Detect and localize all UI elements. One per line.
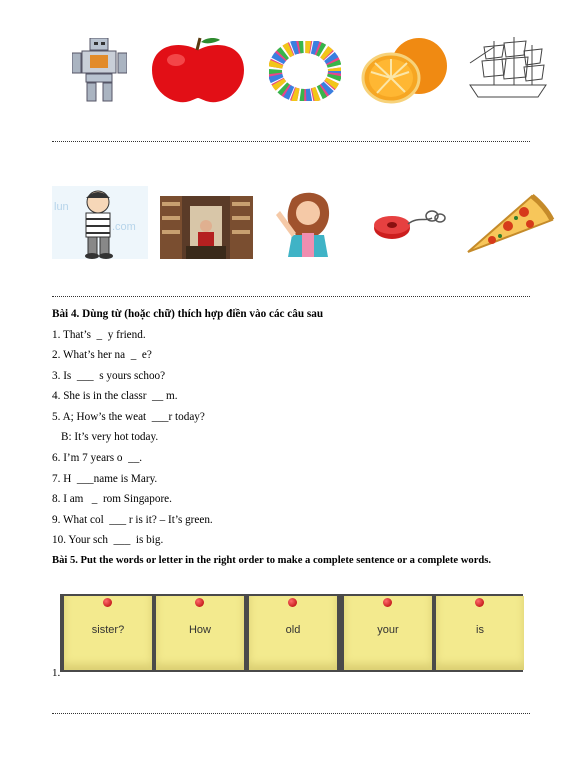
exercise-item-6: 6. I’m 7 years o __. (52, 452, 143, 464)
word-card (436, 596, 524, 670)
boy-picture (52, 186, 148, 259)
pin-icon (195, 598, 204, 607)
word-card-text: sister? (91, 624, 125, 636)
exercise-item-5b: B: It’s very hot today. (61, 431, 159, 443)
library-picture (160, 196, 253, 259)
exercise-item-5a: 5. A; How’s the weat ___r today? (52, 411, 205, 423)
word-card (156, 596, 244, 670)
word-card (344, 596, 432, 670)
exercise-item-1: 1. That’s _ y friend. (52, 329, 146, 341)
ring-picture (269, 41, 341, 101)
word-card-text: your (377, 624, 399, 636)
yoyo-picture (362, 192, 454, 256)
word-card (249, 596, 337, 670)
svg-text:.com: .com (112, 221, 136, 233)
svg-text:lun: lun (54, 201, 69, 213)
pin-icon (103, 598, 112, 607)
ship-picture (466, 33, 554, 103)
pizza-picture (464, 194, 556, 256)
exercise-item-3: 3. Is ___ s yours schoo? (52, 370, 166, 382)
apple-picture (150, 36, 246, 104)
exercise-item-9: 9. What col ___ r is it? – It’s green. (52, 514, 213, 526)
girl-picture (262, 191, 352, 257)
orange-picture (361, 36, 453, 104)
word-card (64, 596, 152, 670)
exercise-item-10: 10. Your sch ___ is big. (52, 534, 164, 546)
pin-icon (288, 598, 297, 607)
word-card-text: How (188, 624, 211, 636)
robot-picture (72, 38, 127, 102)
divider-line-2 (52, 296, 530, 297)
exercise-item-2: 2. What’s her na _ e? (52, 349, 152, 361)
section4-title: Bài 4. Dùng từ (hoặc chữ) thích hợp điền vào các câu sau (52, 308, 324, 320)
exercise-item-4: 4. She is in the classr __ m. (52, 390, 178, 402)
section5-title: Bài 5. Put the words or letter in the right order to make a complete sentence or a complete words. (52, 555, 492, 566)
word-card-text: is (476, 624, 484, 636)
answer-line (52, 713, 530, 714)
exercise-item-7: 7. H ___name is Mary. (52, 473, 158, 485)
word-card-text: old (285, 624, 301, 636)
exercise-item-8: 8. I am _ rom Singapore. (52, 493, 172, 505)
divider-line-1 (52, 141, 530, 142)
word-cards-board (60, 594, 523, 672)
pin-icon (383, 598, 392, 607)
question-number: 1. (52, 667, 61, 679)
pin-icon (475, 598, 484, 607)
